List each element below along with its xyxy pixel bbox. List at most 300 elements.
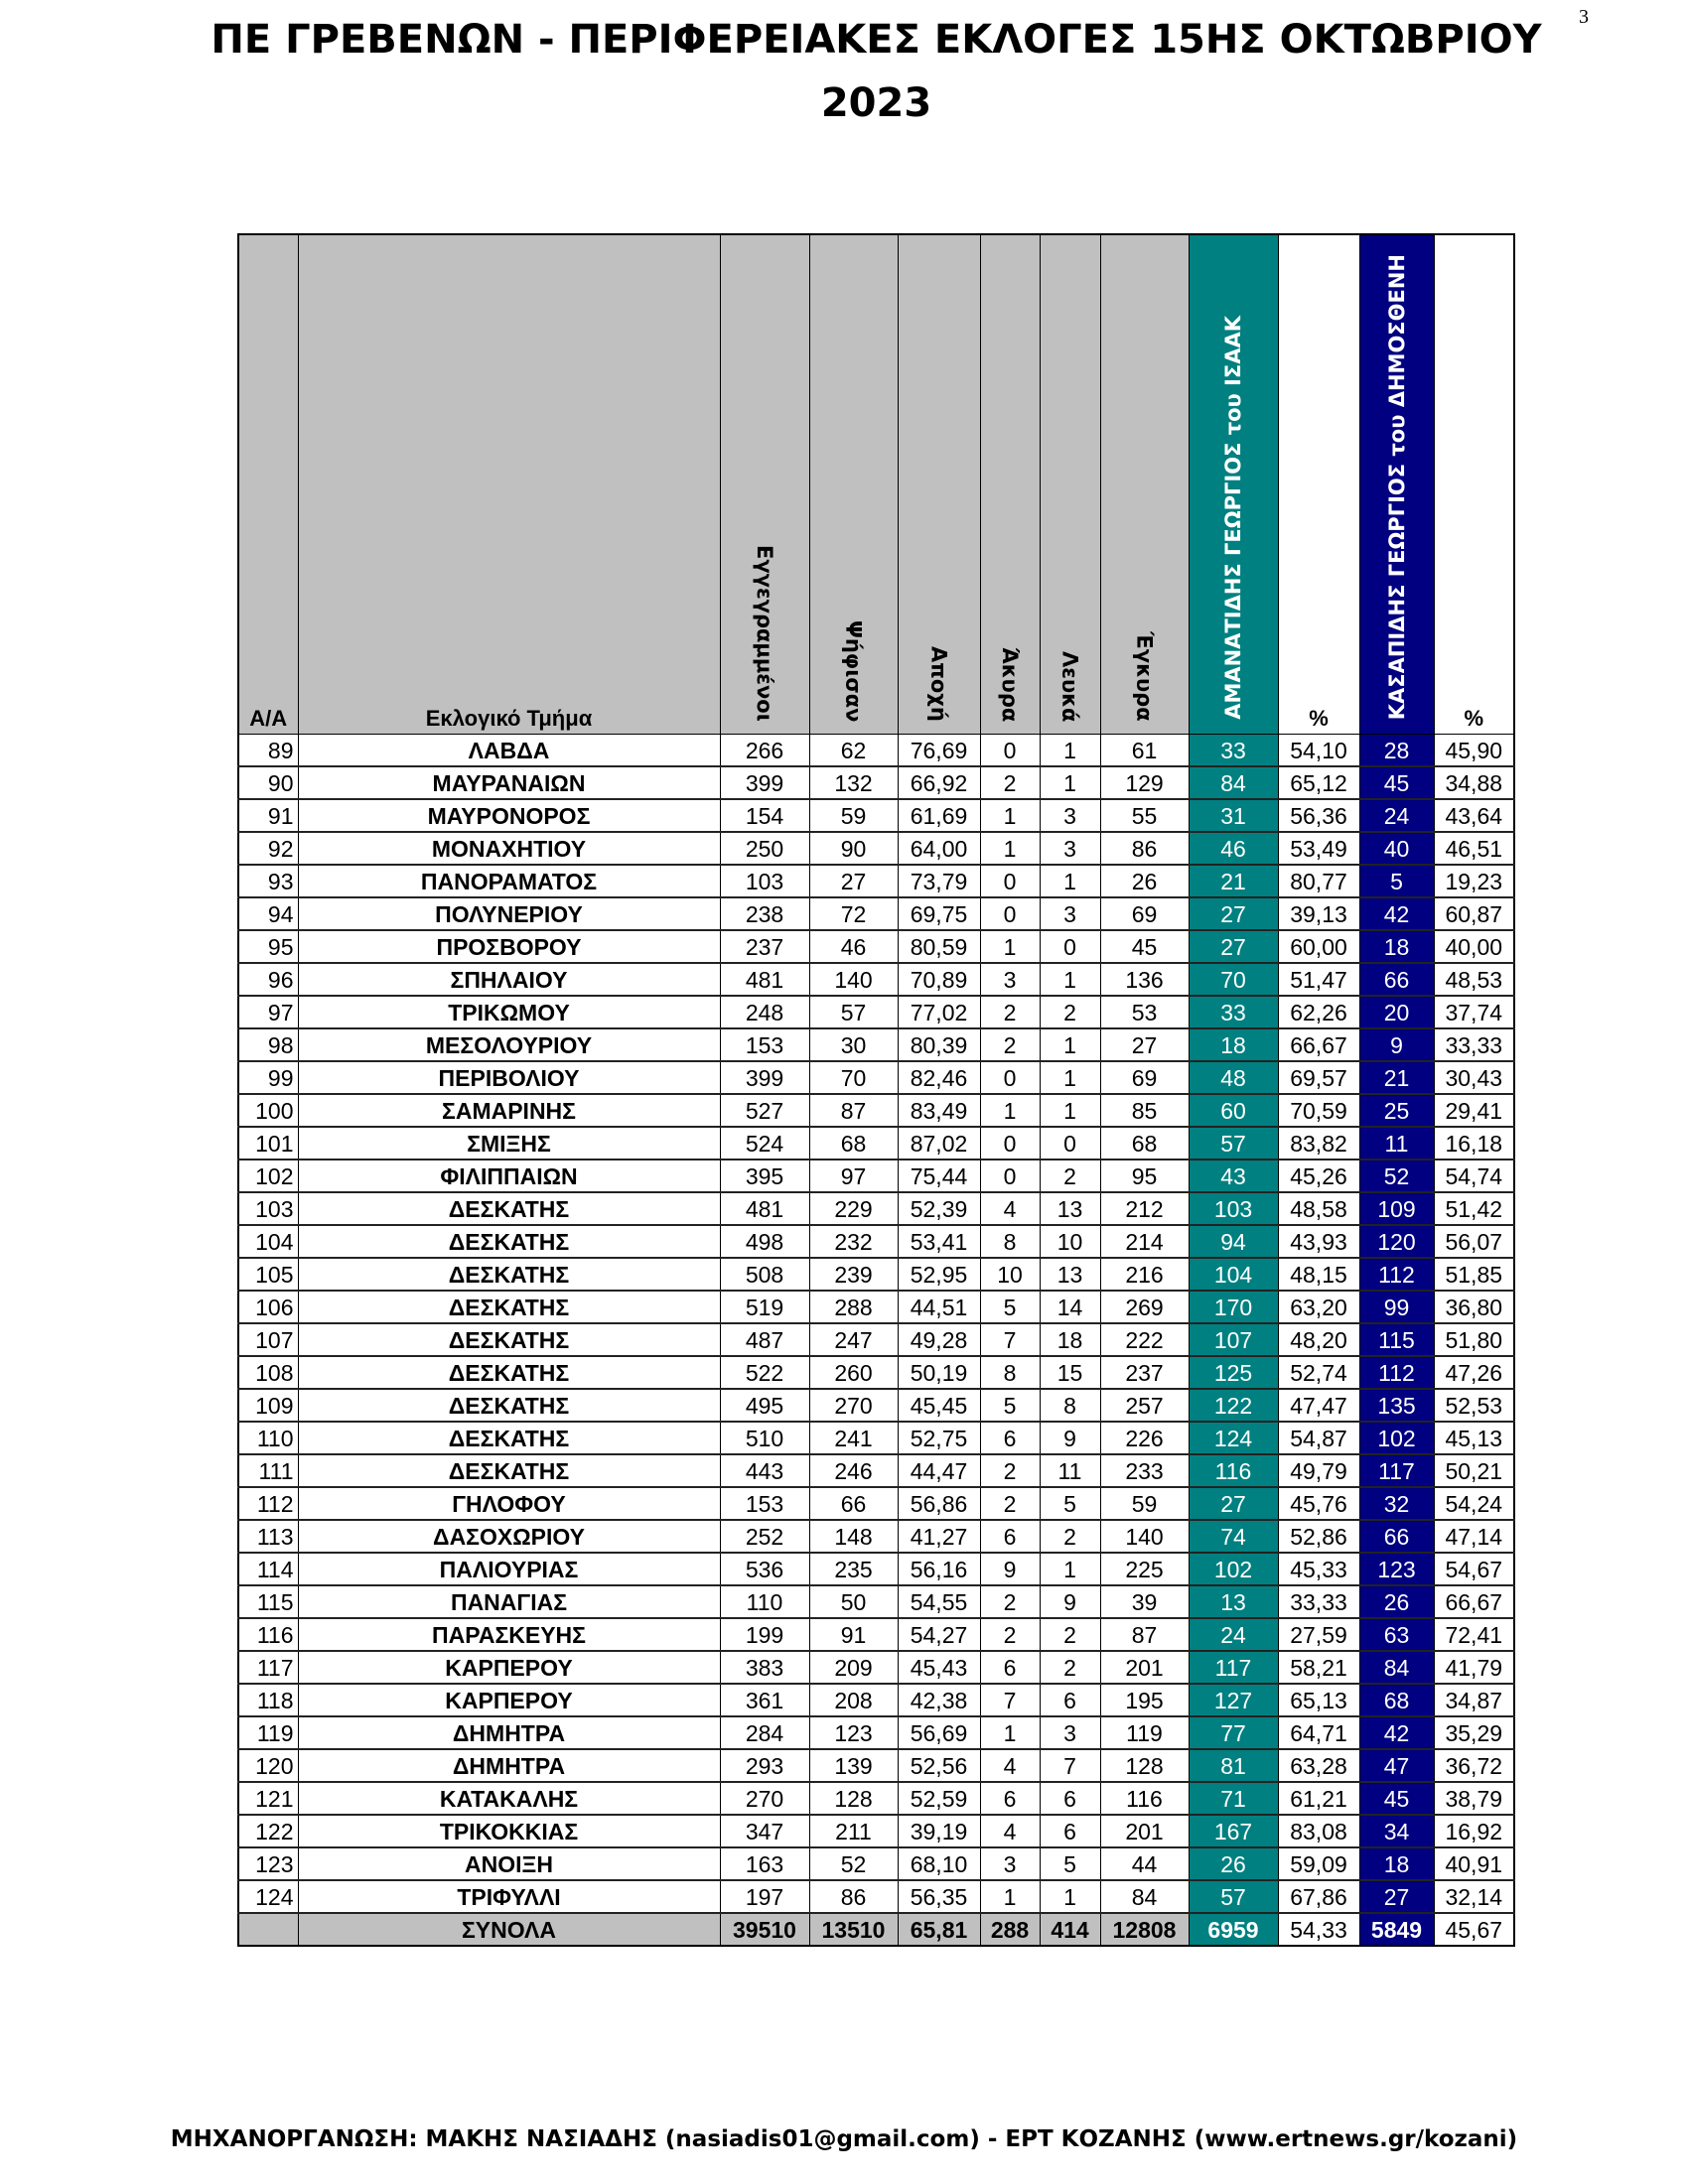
cell-valid: 53 xyxy=(1100,996,1189,1028)
table-row xyxy=(238,1716,1514,1749)
cell-section: ΠΑΛΙΟΥΡΙΑΣ xyxy=(298,1553,720,1585)
total-invalid: 288 xyxy=(980,1913,1040,1946)
cell-candidate-1-votes: 60 xyxy=(1189,1094,1278,1127)
cell-section: ΣΑΜΑΡΙΝΗΣ xyxy=(298,1094,720,1127)
cell-valid: 216 xyxy=(1100,1258,1189,1291)
cell-valid: 225 xyxy=(1100,1553,1189,1585)
cell-voted: 140 xyxy=(809,963,898,996)
cell-section: ΠΡΟΣΒΟΡΟΥ xyxy=(298,930,720,963)
cell-abstention: 66,92 xyxy=(898,766,980,799)
total-abstention: 65,81 xyxy=(898,1913,980,1946)
cell-invalid: 1 xyxy=(980,930,1040,963)
cell-candidate-2-votes: 123 xyxy=(1359,1553,1434,1585)
cell-voted: 72 xyxy=(809,897,898,930)
cell-aa: 120 xyxy=(238,1749,298,1782)
cell-aa: 103 xyxy=(238,1192,298,1225)
cell-abstention: 50,19 xyxy=(898,1356,980,1389)
cell-candidate-1-votes: 57 xyxy=(1189,1127,1278,1160)
cell-registered: 153 xyxy=(720,1487,809,1520)
cell-section: ΛΑΒΔΑ xyxy=(298,735,720,767)
cell-candidate-1-votes: 27 xyxy=(1189,1487,1278,1520)
cell-valid: 201 xyxy=(1100,1815,1189,1847)
election-results-table xyxy=(237,233,1515,1947)
cell-candidate-1-votes: 21 xyxy=(1189,865,1278,897)
cell-voted: 50 xyxy=(809,1585,898,1618)
cell-registered: 248 xyxy=(720,996,809,1028)
header-invalid: Άκυρα xyxy=(980,234,1040,735)
cell-aa: 98 xyxy=(238,1028,298,1061)
cell-voted: 239 xyxy=(809,1258,898,1291)
cell-voted: 27 xyxy=(809,865,898,897)
cell-invalid: 0 xyxy=(980,1160,1040,1192)
cell-blank: 0 xyxy=(1040,1127,1100,1160)
cell-blank: 13 xyxy=(1040,1258,1100,1291)
header-pct-1: % xyxy=(1278,234,1359,735)
cell-candidate-1-pct: 45,26 xyxy=(1278,1160,1359,1192)
cell-blank: 11 xyxy=(1040,1454,1100,1487)
table-row xyxy=(238,1847,1514,1880)
cell-blank: 1 xyxy=(1040,1094,1100,1127)
cell-candidate-1-votes: 33 xyxy=(1189,996,1278,1028)
cell-candidate-2-pct: 16,18 xyxy=(1434,1127,1514,1160)
cell-invalid: 2 xyxy=(980,1618,1040,1651)
cell-registered: 508 xyxy=(720,1258,809,1291)
cell-invalid: 2 xyxy=(980,1585,1040,1618)
cell-voted: 260 xyxy=(809,1356,898,1389)
cell-valid: 195 xyxy=(1100,1684,1189,1716)
cell-candidate-2-pct: 51,85 xyxy=(1434,1258,1514,1291)
cell-aa: 113 xyxy=(238,1520,298,1553)
cell-invalid: 4 xyxy=(980,1749,1040,1782)
cell-registered: 252 xyxy=(720,1520,809,1553)
cell-registered: 487 xyxy=(720,1323,809,1356)
cell-blank: 18 xyxy=(1040,1323,1100,1356)
table-row xyxy=(238,930,1514,963)
cell-section: ΔΗΜΗΤΡΑ xyxy=(298,1716,720,1749)
cell-registered: 237 xyxy=(720,930,809,963)
cell-abstention: 56,86 xyxy=(898,1487,980,1520)
cell-section: ΑΝΟΙΞΗ xyxy=(298,1847,720,1880)
cell-aa: 96 xyxy=(238,963,298,996)
table-row xyxy=(238,1225,1514,1258)
cell-registered: 399 xyxy=(720,766,809,799)
table-row xyxy=(238,766,1514,799)
table-row xyxy=(238,832,1514,865)
cell-valid: 95 xyxy=(1100,1160,1189,1192)
cell-candidate-2-votes: 28 xyxy=(1359,735,1434,767)
header-blank: Λευκά xyxy=(1040,234,1100,735)
cell-candidate-2-votes: 34 xyxy=(1359,1815,1434,1847)
cell-registered: 250 xyxy=(720,832,809,865)
cell-aa: 110 xyxy=(238,1422,298,1454)
cell-voted: 97 xyxy=(809,1160,898,1192)
cell-candidate-1-votes: 26 xyxy=(1189,1847,1278,1880)
cell-registered: 293 xyxy=(720,1749,809,1782)
cell-abstention: 61,69 xyxy=(898,799,980,832)
cell-valid: 233 xyxy=(1100,1454,1189,1487)
cell-blank: 7 xyxy=(1040,1749,1100,1782)
cell-invalid: 9 xyxy=(980,1553,1040,1585)
cell-abstention: 64,00 xyxy=(898,832,980,865)
cell-blank: 6 xyxy=(1040,1782,1100,1815)
cell-candidate-2-pct: 46,51 xyxy=(1434,832,1514,865)
cell-voted: 288 xyxy=(809,1291,898,1323)
cell-candidate-2-votes: 21 xyxy=(1359,1061,1434,1094)
cell-valid: 214 xyxy=(1100,1225,1189,1258)
cell-voted: 91 xyxy=(809,1618,898,1651)
cell-blank: 2 xyxy=(1040,996,1100,1028)
cell-abstention: 44,51 xyxy=(898,1291,980,1323)
cell-section: ΤΡΙΚΩΜΟΥ xyxy=(298,996,720,1028)
cell-candidate-1-votes: 116 xyxy=(1189,1454,1278,1487)
cell-abstention: 45,43 xyxy=(898,1651,980,1684)
cell-candidate-2-pct: 50,21 xyxy=(1434,1454,1514,1487)
cell-candidate-2-pct: 29,41 xyxy=(1434,1094,1514,1127)
cell-candidate-1-pct: 65,13 xyxy=(1278,1684,1359,1716)
cell-candidate-1-pct: 83,08 xyxy=(1278,1815,1359,1847)
cell-section: ΠΕΡΙΒΟΛΙΟΥ xyxy=(298,1061,720,1094)
cell-voted: 30 xyxy=(809,1028,898,1061)
cell-candidate-2-votes: 135 xyxy=(1359,1389,1434,1422)
cell-blank: 6 xyxy=(1040,1684,1100,1716)
cell-valid: 69 xyxy=(1100,1061,1189,1094)
cell-blank: 0 xyxy=(1040,930,1100,963)
cell-candidate-2-pct: 38,79 xyxy=(1434,1782,1514,1815)
header-candidate-2: ΚΑΣΑΠΙΔΗΣ ΓΕΩΡΓΙΟΣ του ΔΗΜΟΣΘΕΝΗ xyxy=(1359,234,1434,735)
cell-section: ΔΗΜΗΤΡΑ xyxy=(298,1749,720,1782)
cell-registered: 153 xyxy=(720,1028,809,1061)
cell-candidate-1-votes: 125 xyxy=(1189,1356,1278,1389)
cell-valid: 45 xyxy=(1100,930,1189,963)
cell-candidate-1-pct: 45,33 xyxy=(1278,1553,1359,1585)
cell-abstention: 42,38 xyxy=(898,1684,980,1716)
cell-invalid: 0 xyxy=(980,735,1040,767)
cell-voted: 211 xyxy=(809,1815,898,1847)
cell-candidate-1-votes: 13 xyxy=(1189,1585,1278,1618)
cell-voted: 57 xyxy=(809,996,898,1028)
cell-section: ΤΡΙΚΟΚΚΙΑΣ xyxy=(298,1815,720,1847)
cell-aa: 121 xyxy=(238,1782,298,1815)
table-row xyxy=(238,1651,1514,1684)
cell-blank: 1 xyxy=(1040,735,1100,767)
table-row xyxy=(238,1749,1514,1782)
cell-candidate-2-votes: 112 xyxy=(1359,1356,1434,1389)
cell-valid: 68 xyxy=(1100,1127,1189,1160)
table-row xyxy=(238,963,1514,996)
cell-invalid: 4 xyxy=(980,1815,1040,1847)
table-row xyxy=(238,1127,1514,1160)
cell-abstention: 80,59 xyxy=(898,930,980,963)
cell-invalid: 1 xyxy=(980,832,1040,865)
cell-valid: 201 xyxy=(1100,1651,1189,1684)
cell-candidate-1-votes: 71 xyxy=(1189,1782,1278,1815)
cell-invalid: 5 xyxy=(980,1291,1040,1323)
cell-candidate-1-votes: 122 xyxy=(1189,1389,1278,1422)
cell-aa: 90 xyxy=(238,766,298,799)
cell-blank: 1 xyxy=(1040,865,1100,897)
cell-registered: 495 xyxy=(720,1389,809,1422)
cell-blank: 5 xyxy=(1040,1487,1100,1520)
cell-blank: 1 xyxy=(1040,963,1100,996)
cell-invalid: 6 xyxy=(980,1651,1040,1684)
table-row xyxy=(238,1094,1514,1127)
cell-registered: 527 xyxy=(720,1094,809,1127)
page-title xyxy=(179,8,1574,135)
cell-valid: 269 xyxy=(1100,1291,1189,1323)
total-candidate-1-pct: 54,33 xyxy=(1278,1913,1359,1946)
cell-aa: 93 xyxy=(238,865,298,897)
cell-aa: 122 xyxy=(238,1815,298,1847)
cell-voted: 123 xyxy=(809,1716,898,1749)
cell-registered: 103 xyxy=(720,865,809,897)
cell-candidate-1-pct: 27,59 xyxy=(1278,1618,1359,1651)
cell-valid: 27 xyxy=(1100,1028,1189,1061)
header-row xyxy=(238,234,1514,735)
cell-candidate-1-pct: 48,58 xyxy=(1278,1192,1359,1225)
cell-valid: 212 xyxy=(1100,1192,1189,1225)
cell-section: ΔΑΣΟΧΩΡΙΟΥ xyxy=(298,1520,720,1553)
cell-candidate-2-votes: 20 xyxy=(1359,996,1434,1028)
cell-valid: 39 xyxy=(1100,1585,1189,1618)
cell-candidate-2-votes: 32 xyxy=(1359,1487,1434,1520)
cell-candidate-2-votes: 68 xyxy=(1359,1684,1434,1716)
header-voted: Ψήφισαν xyxy=(809,234,898,735)
cell-voted: 86 xyxy=(809,1880,898,1913)
cell-section: ΦΙΛΙΠΠΑΙΩΝ xyxy=(298,1160,720,1192)
cell-abstention: 39,19 xyxy=(898,1815,980,1847)
total-voted: 13510 xyxy=(809,1913,898,1946)
cell-invalid: 3 xyxy=(980,963,1040,996)
cell-voted: 90 xyxy=(809,832,898,865)
cell-abstention: 52,56 xyxy=(898,1749,980,1782)
table-row xyxy=(238,1192,1514,1225)
table-row xyxy=(238,1880,1514,1913)
cell-valid: 84 xyxy=(1100,1880,1189,1913)
cell-invalid: 0 xyxy=(980,897,1040,930)
cell-candidate-2-pct: 47,14 xyxy=(1434,1520,1514,1553)
cell-blank: 1 xyxy=(1040,1028,1100,1061)
cell-section: ΤΡΙΦΥΛΛΙ xyxy=(298,1880,720,1913)
cell-candidate-2-pct: 52,53 xyxy=(1434,1389,1514,1422)
cell-abstention: 53,41 xyxy=(898,1225,980,1258)
cell-section: ΜΑΥΡΑΝΑΙΩΝ xyxy=(298,766,720,799)
cell-aa: 99 xyxy=(238,1061,298,1094)
cell-registered: 395 xyxy=(720,1160,809,1192)
cell-candidate-1-pct: 49,79 xyxy=(1278,1454,1359,1487)
cell-aa: 91 xyxy=(238,799,298,832)
cell-section: ΔΕΣΚΑΤΗΣ xyxy=(298,1389,720,1422)
cell-valid: 129 xyxy=(1100,766,1189,799)
cell-voted: 208 xyxy=(809,1684,898,1716)
cell-candidate-2-votes: 42 xyxy=(1359,897,1434,930)
cell-invalid: 0 xyxy=(980,1127,1040,1160)
cell-registered: 498 xyxy=(720,1225,809,1258)
total-candidate-1-votes: 6959 xyxy=(1189,1913,1278,1946)
cell-candidate-2-pct: 34,87 xyxy=(1434,1684,1514,1716)
footer-credits: ΜΗΧΑΝΟΡΓΑΝΩΣΗ: ΜΑΚΗΣ ΝΑΣΙΑΔΗΣ (nasiadis01@gmail.com) - ΕΡΤ ΚΟΖΑΝΗΣ (www.ertnews.gr/kozani) xyxy=(170,2126,1518,2152)
cell-aa: 95 xyxy=(238,930,298,963)
cell-candidate-1-pct: 48,20 xyxy=(1278,1323,1359,1356)
total-candidate-2-votes: 5849 xyxy=(1359,1913,1434,1946)
cell-candidate-2-votes: 11 xyxy=(1359,1127,1434,1160)
table-row xyxy=(238,799,1514,832)
cell-candidate-1-votes: 27 xyxy=(1189,930,1278,963)
cell-blank: 1 xyxy=(1040,1061,1100,1094)
total-registered: 39510 xyxy=(720,1913,809,1946)
cell-valid: 55 xyxy=(1100,799,1189,832)
total-candidate-2-pct: 45,67 xyxy=(1434,1913,1514,1946)
cell-candidate-2-pct: 36,80 xyxy=(1434,1291,1514,1323)
cell-voted: 128 xyxy=(809,1782,898,1815)
cell-candidate-2-votes: 5 xyxy=(1359,865,1434,897)
cell-valid: 69 xyxy=(1100,897,1189,930)
cell-candidate-2-pct: 51,42 xyxy=(1434,1192,1514,1225)
cell-candidate-1-votes: 94 xyxy=(1189,1225,1278,1258)
cell-candidate-2-pct: 19,23 xyxy=(1434,865,1514,897)
table-row xyxy=(238,996,1514,1028)
cell-candidate-1-votes: 70 xyxy=(1189,963,1278,996)
cell-aa: 106 xyxy=(238,1291,298,1323)
cell-voted: 241 xyxy=(809,1422,898,1454)
cell-aa: 117 xyxy=(238,1651,298,1684)
cell-abstention: 56,69 xyxy=(898,1716,980,1749)
cell-candidate-2-votes: 42 xyxy=(1359,1716,1434,1749)
cell-candidate-2-votes: 18 xyxy=(1359,930,1434,963)
cell-candidate-1-votes: 167 xyxy=(1189,1815,1278,1847)
cell-candidate-1-pct: 33,33 xyxy=(1278,1585,1359,1618)
cell-candidate-2-pct: 35,29 xyxy=(1434,1716,1514,1749)
cell-aa: 111 xyxy=(238,1454,298,1487)
cell-candidate-1-pct: 80,77 xyxy=(1278,865,1359,897)
cell-section: ΠΑΝΑΓΙΑΣ xyxy=(298,1585,720,1618)
cell-valid: 44 xyxy=(1100,1847,1189,1880)
cell-candidate-2-pct: 54,24 xyxy=(1434,1487,1514,1520)
cell-candidate-1-pct: 65,12 xyxy=(1278,766,1359,799)
cell-abstention: 73,79 xyxy=(898,865,980,897)
cell-aa: 108 xyxy=(238,1356,298,1389)
cell-section: ΜΕΣΟΛΟΥΡΙΟΥ xyxy=(298,1028,720,1061)
cell-invalid: 6 xyxy=(980,1520,1040,1553)
cell-candidate-1-pct: 54,87 xyxy=(1278,1422,1359,1454)
cell-voted: 229 xyxy=(809,1192,898,1225)
cell-invalid: 10 xyxy=(980,1258,1040,1291)
header-abstention: Αποχή xyxy=(898,234,980,735)
cell-candidate-2-pct: 56,07 xyxy=(1434,1225,1514,1258)
cell-registered: 270 xyxy=(720,1782,809,1815)
cell-candidate-1-votes: 124 xyxy=(1189,1422,1278,1454)
table-row xyxy=(238,1389,1514,1422)
cell-candidate-2-votes: 115 xyxy=(1359,1323,1434,1356)
cell-candidate-1-votes: 81 xyxy=(1189,1749,1278,1782)
cell-candidate-1-votes: 74 xyxy=(1189,1520,1278,1553)
cell-section: ΣΠΗΛΑΙΟΥ xyxy=(298,963,720,996)
cell-candidate-2-votes: 45 xyxy=(1359,1782,1434,1815)
header-section: Εκλογικό Τμήμα xyxy=(298,234,720,735)
cell-aa: 124 xyxy=(238,1880,298,1913)
cell-candidate-2-votes: 66 xyxy=(1359,1520,1434,1553)
cell-voted: 59 xyxy=(809,799,898,832)
cell-section: ΚΑΤΑΚΑΛΗΣ xyxy=(298,1782,720,1815)
cell-candidate-2-pct: 37,74 xyxy=(1434,996,1514,1028)
cell-candidate-1-pct: 56,36 xyxy=(1278,799,1359,832)
cell-aa: 109 xyxy=(238,1389,298,1422)
cell-section: ΠΑΝΟΡΑΜΑΤΟΣ xyxy=(298,865,720,897)
cell-candidate-2-votes: 52 xyxy=(1359,1160,1434,1192)
table-row xyxy=(238,1291,1514,1323)
table-row xyxy=(238,865,1514,897)
totals-row xyxy=(238,1913,1514,1946)
cell-blank: 3 xyxy=(1040,1716,1100,1749)
table-row xyxy=(238,1061,1514,1094)
cell-abstention: 54,27 xyxy=(898,1618,980,1651)
cell-valid: 140 xyxy=(1100,1520,1189,1553)
cell-aa: 114 xyxy=(238,1553,298,1585)
cell-invalid: 8 xyxy=(980,1225,1040,1258)
cell-candidate-1-pct: 62,26 xyxy=(1278,996,1359,1028)
table-row xyxy=(238,1520,1514,1553)
cell-section: ΓΗΛΟΦΟΥ xyxy=(298,1487,720,1520)
cell-voted: 148 xyxy=(809,1520,898,1553)
cell-candidate-1-pct: 47,47 xyxy=(1278,1389,1359,1422)
cell-candidate-2-pct: 48,53 xyxy=(1434,963,1514,996)
cell-abstention: 68,10 xyxy=(898,1847,980,1880)
cell-valid: 136 xyxy=(1100,963,1189,996)
total-blank: 414 xyxy=(1040,1913,1100,1946)
cell-candidate-1-votes: 31 xyxy=(1189,799,1278,832)
cell-invalid: 5 xyxy=(980,1389,1040,1422)
table-row xyxy=(238,1585,1514,1618)
cell-candidate-1-votes: 57 xyxy=(1189,1880,1278,1913)
cell-candidate-1-votes: 27 xyxy=(1189,897,1278,930)
cell-registered: 510 xyxy=(720,1422,809,1454)
cell-candidate-1-votes: 84 xyxy=(1189,766,1278,799)
cell-aa: 107 xyxy=(238,1323,298,1356)
cell-abstention: 44,47 xyxy=(898,1454,980,1487)
cell-aa: 102 xyxy=(238,1160,298,1192)
cell-aa: 94 xyxy=(238,897,298,930)
cell-section: ΜΑΥΡΟΝΟΡΟΣ xyxy=(298,799,720,832)
cell-invalid: 0 xyxy=(980,1061,1040,1094)
cell-section: ΔΕΣΚΑΤΗΣ xyxy=(298,1258,720,1291)
cell-abstention: 49,28 xyxy=(898,1323,980,1356)
cell-candidate-2-pct: 40,00 xyxy=(1434,930,1514,963)
cell-candidate-2-pct: 45,90 xyxy=(1434,735,1514,767)
cell-section: ΣΜΙΞΗΣ xyxy=(298,1127,720,1160)
cell-candidate-2-votes: 84 xyxy=(1359,1651,1434,1684)
header-aa: Α/Α xyxy=(238,234,298,735)
cell-candidate-2-pct: 34,88 xyxy=(1434,766,1514,799)
table-row xyxy=(238,735,1514,767)
cell-candidate-1-votes: 127 xyxy=(1189,1684,1278,1716)
cell-registered: 197 xyxy=(720,1880,809,1913)
cell-candidate-2-pct: 47,26 xyxy=(1434,1356,1514,1389)
cell-section: ΔΕΣΚΑΤΗΣ xyxy=(298,1454,720,1487)
cell-aa: 101 xyxy=(238,1127,298,1160)
cell-registered: 522 xyxy=(720,1356,809,1389)
cell-candidate-2-votes: 63 xyxy=(1359,1618,1434,1651)
cell-voted: 132 xyxy=(809,766,898,799)
table-row xyxy=(238,897,1514,930)
cell-invalid: 7 xyxy=(980,1323,1040,1356)
cell-registered: 481 xyxy=(720,963,809,996)
cell-candidate-1-pct: 69,57 xyxy=(1278,1061,1359,1094)
table-row xyxy=(238,1618,1514,1651)
cell-abstention: 76,69 xyxy=(898,735,980,767)
cell-blank: 9 xyxy=(1040,1422,1100,1454)
cell-valid: 85 xyxy=(1100,1094,1189,1127)
cell-abstention: 56,35 xyxy=(898,1880,980,1913)
cell-blank: 15 xyxy=(1040,1356,1100,1389)
